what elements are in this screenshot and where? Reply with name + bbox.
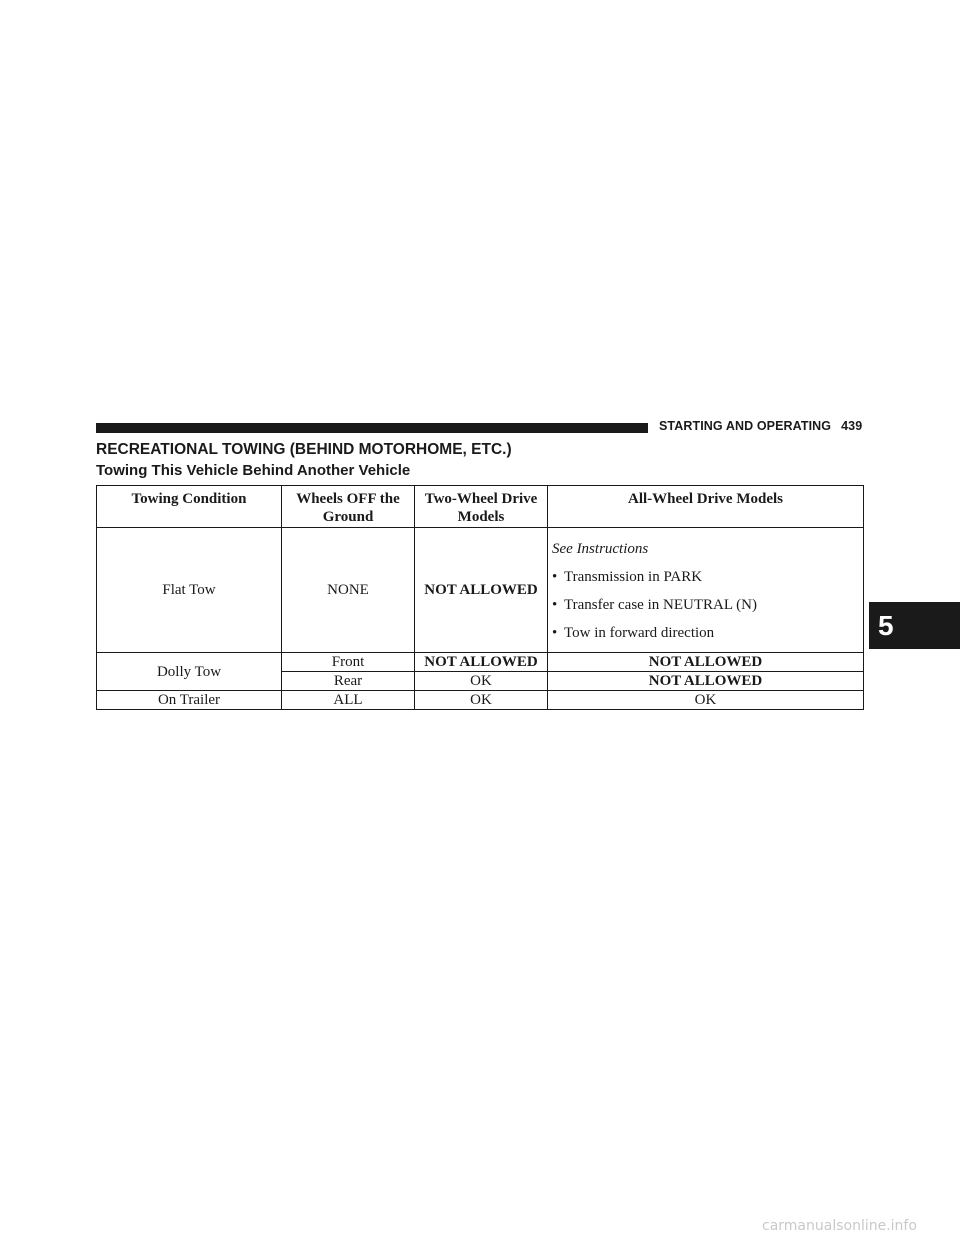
chapter-tab: 5	[869, 602, 960, 649]
table-row-flat-tow	[97, 528, 864, 653]
table-header-row	[97, 486, 864, 528]
cell-trailer-wheels: ALL	[282, 691, 415, 710]
bullet-icon: •	[552, 625, 558, 641]
cell-dolly-front-wheels: Front	[282, 653, 415, 672]
header-all-wheel-drive: All-Wheel Drive Models	[548, 486, 864, 528]
cell-dolly-front-all-wheel: NOT ALLOWED	[548, 653, 864, 672]
header-towing-condition: Towing Condition	[97, 486, 282, 528]
header-section-label: STARTING AND OPERATING	[659, 419, 832, 433]
subsection-title: Towing This Vehicle Behind Another Vehicle	[96, 462, 411, 479]
table-row-dolly-front	[97, 653, 864, 672]
header-wheels-off: Wheels OFF the Ground	[282, 486, 415, 528]
page-number: 439	[841, 419, 863, 433]
cell-flat-tow-two-wheel: NOT ALLOWED	[415, 528, 548, 653]
cell-trailer-condition: On Trailer	[97, 691, 282, 710]
list-item: • Transfer case in NEUTRAL (N)	[552, 597, 758, 613]
cell-dolly-front-two-wheel: NOT ALLOWED	[415, 653, 548, 672]
cell-flat-tow-wheels: NONE	[282, 528, 415, 653]
header-rule	[96, 423, 648, 433]
cell-trailer-all-wheel: OK	[548, 691, 864, 710]
instruction-list	[552, 568, 859, 642]
cell-dolly-tow-condition: Dolly Tow	[97, 653, 282, 691]
cell-dolly-rear-all-wheel: NOT ALLOWED	[548, 672, 864, 691]
bullet-icon: •	[552, 597, 558, 613]
table-row-on-trailer	[97, 691, 864, 710]
list-item: • Tow in forward direction	[552, 625, 715, 641]
cell-dolly-rear-two-wheel: OK	[415, 672, 548, 691]
list-item: • Transmission in PARK	[552, 569, 703, 585]
cell-flat-tow-all-wheel	[548, 528, 864, 653]
section-title: RECREATIONAL TOWING (BEHIND MOTORHOME, ETC.)	[96, 441, 512, 458]
bullet-icon: •	[552, 569, 558, 585]
cell-trailer-two-wheel: OK	[415, 691, 548, 710]
cell-flat-tow-condition: Flat Tow	[97, 528, 282, 653]
watermark: carmanualsonline.info	[762, 1218, 917, 1234]
header-two-wheel-drive: Two-Wheel Drive Models	[415, 486, 548, 528]
cell-dolly-rear-wheels: Rear	[282, 672, 415, 691]
towing-table	[96, 485, 864, 710]
running-header	[659, 419, 862, 433]
see-instructions-label: See Instructions	[552, 541, 649, 557]
